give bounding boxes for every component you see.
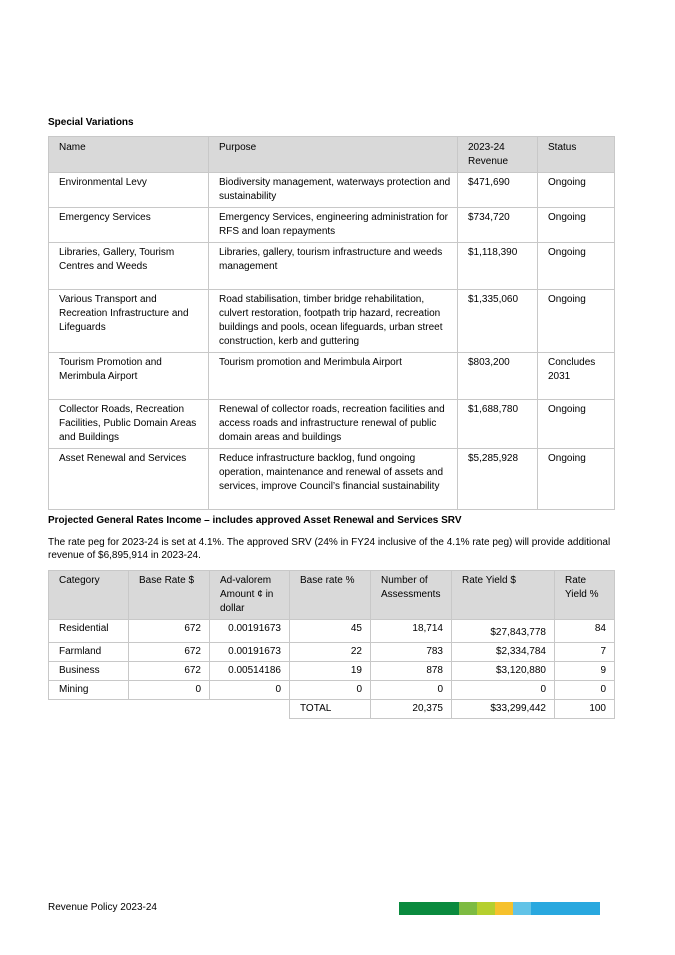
cell-base-rate: 0 bbox=[129, 681, 210, 700]
cell-revenue: $1,118,390 bbox=[458, 243, 538, 290]
total-row bbox=[49, 700, 615, 719]
table-row bbox=[49, 243, 615, 290]
header-revenue: 2023-24 Revenue bbox=[458, 137, 538, 173]
header-name: Name bbox=[49, 137, 209, 173]
cell-status: Ongoing bbox=[538, 290, 615, 353]
cell-rate-yield-percent: 0 bbox=[555, 681, 615, 700]
cell-name: Various Transport and Recreation Infrastructure and Lifeguards bbox=[49, 290, 209, 353]
color-bar-segment bbox=[566, 902, 600, 915]
table-header-row bbox=[49, 137, 615, 173]
header-rate-yield-percent: Rate Yield % bbox=[555, 571, 615, 620]
header-base-rate-percent: Base rate % bbox=[290, 571, 371, 620]
cell-status: Ongoing bbox=[538, 449, 615, 510]
header-category: Category bbox=[49, 571, 129, 620]
cell-status: Ongoing bbox=[538, 400, 615, 449]
cell-rate-yield: $3,120,880 bbox=[452, 662, 555, 681]
cell-revenue: $1,688,780 bbox=[458, 400, 538, 449]
cell-name: Collector Roads, Recreation Facilities, Public Domain Areas and Buildings bbox=[49, 400, 209, 449]
cell-revenue: $1,335,060 bbox=[458, 290, 538, 353]
footer-title: Revenue Policy 2023-24 bbox=[48, 902, 157, 913]
cell-category: Mining bbox=[49, 681, 129, 700]
header-rate-yield: Rate Yield $ bbox=[452, 571, 555, 620]
color-bar-segment bbox=[531, 902, 566, 915]
cell-name: Emergency Services bbox=[49, 208, 209, 243]
color-bar-segment bbox=[429, 902, 459, 915]
header-assessments: Number of Assessments bbox=[371, 571, 452, 620]
cell-purpose: Reduce infrastructure backlog, fund ongoing operation, maintenance and renewal of assets and services, improve Council’s financial sustainability bbox=[209, 449, 458, 510]
total-label: TOTAL bbox=[290, 700, 371, 719]
cell-ad-valorem: 0.00191673 bbox=[210, 620, 290, 643]
total-rate-yield-percent: 100 bbox=[555, 700, 615, 719]
cell-base-rate-percent: 45 bbox=[290, 620, 371, 643]
cell-status: Ongoing bbox=[538, 208, 615, 243]
cell-name: Asset Renewal and Services bbox=[49, 449, 209, 510]
cell-purpose: Road stabilisation, timber bridge rehabilitation, culvert restoration, footpath trip hazard, recreation buildings and pools, ocean lifeguards, urban street construction, kerb and guttering bbox=[209, 290, 458, 353]
cell-status: Ongoing bbox=[538, 243, 615, 290]
header-ad-valorem: Ad-valorem Amount ¢ in dollar bbox=[210, 571, 290, 620]
cell-rate-yield: $27,843,778 bbox=[452, 620, 555, 643]
brand-color-bar bbox=[399, 902, 600, 915]
cell-rate-yield: $2,334,784 bbox=[452, 643, 555, 662]
cell-category: Business bbox=[49, 662, 129, 681]
cell-revenue: $803,200 bbox=[458, 353, 538, 400]
table-row bbox=[49, 400, 615, 449]
cell-base-rate: 672 bbox=[129, 620, 210, 643]
cell-name: Libraries, Gallery, Tourism Centres and Weeds bbox=[49, 243, 209, 290]
cell-rate-yield-percent: 84 bbox=[555, 620, 615, 643]
table-row bbox=[49, 353, 615, 400]
total-rate-yield: $33,299,442 bbox=[452, 700, 555, 719]
cell-category: Residential bbox=[49, 620, 129, 643]
cell-revenue: $734,720 bbox=[458, 208, 538, 243]
cell-revenue: $5,285,928 bbox=[458, 449, 538, 510]
color-bar-segment bbox=[459, 902, 477, 915]
general-rates-title: Projected General Rates Income – includes approved Asset Renewal and Services SRV bbox=[48, 515, 462, 526]
cell-base-rate-percent: 0 bbox=[290, 681, 371, 700]
table-row bbox=[49, 643, 615, 662]
table-row bbox=[49, 449, 615, 510]
header-purpose: Purpose bbox=[209, 137, 458, 173]
cell-ad-valorem: 0 bbox=[210, 681, 290, 700]
color-bar-segment bbox=[495, 902, 513, 915]
cell-purpose: Biodiversity management, waterways protection and sustainability bbox=[209, 173, 458, 208]
special-variations-table bbox=[48, 136, 615, 510]
cell-name: Tourism Promotion and Merimbula Airport bbox=[49, 353, 209, 400]
table-header-row bbox=[49, 571, 615, 620]
rate-peg-paragraph: The rate peg for 2023-24 is set at 4.1%. The approved SRV (24% in FY24 inclusive of the 4.1% rate peg) will provide additional revenue of $6,895,914 in 2023-24. bbox=[48, 537, 611, 561]
cell-rate-yield-percent: 9 bbox=[555, 662, 615, 681]
table-row bbox=[49, 620, 615, 643]
cell-ad-valorem: 0.00514186 bbox=[210, 662, 290, 681]
table-row bbox=[49, 173, 615, 208]
cell-rate-yield-percent: 7 bbox=[555, 643, 615, 662]
total-spacer bbox=[49, 700, 290, 719]
cell-category: Farmland bbox=[49, 643, 129, 662]
cell-ad-valorem: 0.00191673 bbox=[210, 643, 290, 662]
cell-base-rate-percent: 19 bbox=[290, 662, 371, 681]
color-bar-segment bbox=[399, 902, 429, 915]
color-bar-segment bbox=[513, 902, 531, 915]
cell-status: Ongoing bbox=[538, 173, 615, 208]
color-bar-segment bbox=[477, 902, 495, 915]
cell-purpose: Emergency Services, engineering administration for RFS and loan repayments bbox=[209, 208, 458, 243]
cell-base-rate: 672 bbox=[129, 662, 210, 681]
cell-base-rate: 672 bbox=[129, 643, 210, 662]
table-row bbox=[49, 290, 615, 353]
cell-assessments: 783 bbox=[371, 643, 452, 662]
cell-purpose: Tourism promotion and Merimbula Airport bbox=[209, 353, 458, 400]
header-base-rate: Base Rate $ bbox=[129, 571, 210, 620]
total-assessments: 20,375 bbox=[371, 700, 452, 719]
cell-purpose: Renewal of collector roads, recreation facilities and access roads and infrastructure renewal of public domain areas and buildings bbox=[209, 400, 458, 449]
cell-base-rate-percent: 22 bbox=[290, 643, 371, 662]
table-row bbox=[49, 681, 615, 700]
cell-assessments: 18,714 bbox=[371, 620, 452, 643]
cell-status: Concludes 2031 bbox=[538, 353, 615, 400]
general-rates-table bbox=[48, 570, 615, 719]
cell-assessments: 878 bbox=[371, 662, 452, 681]
cell-revenue: $471,690 bbox=[458, 173, 538, 208]
special-variations-title: Special Variations bbox=[48, 117, 134, 128]
cell-assessments: 0 bbox=[371, 681, 452, 700]
cell-purpose: Libraries, gallery, tourism infrastructure and weeds management bbox=[209, 243, 458, 290]
table-row bbox=[49, 208, 615, 243]
cell-name: Environmental Levy bbox=[49, 173, 209, 208]
table-row bbox=[49, 662, 615, 681]
header-status: Status bbox=[538, 137, 615, 173]
cell-rate-yield: 0 bbox=[452, 681, 555, 700]
